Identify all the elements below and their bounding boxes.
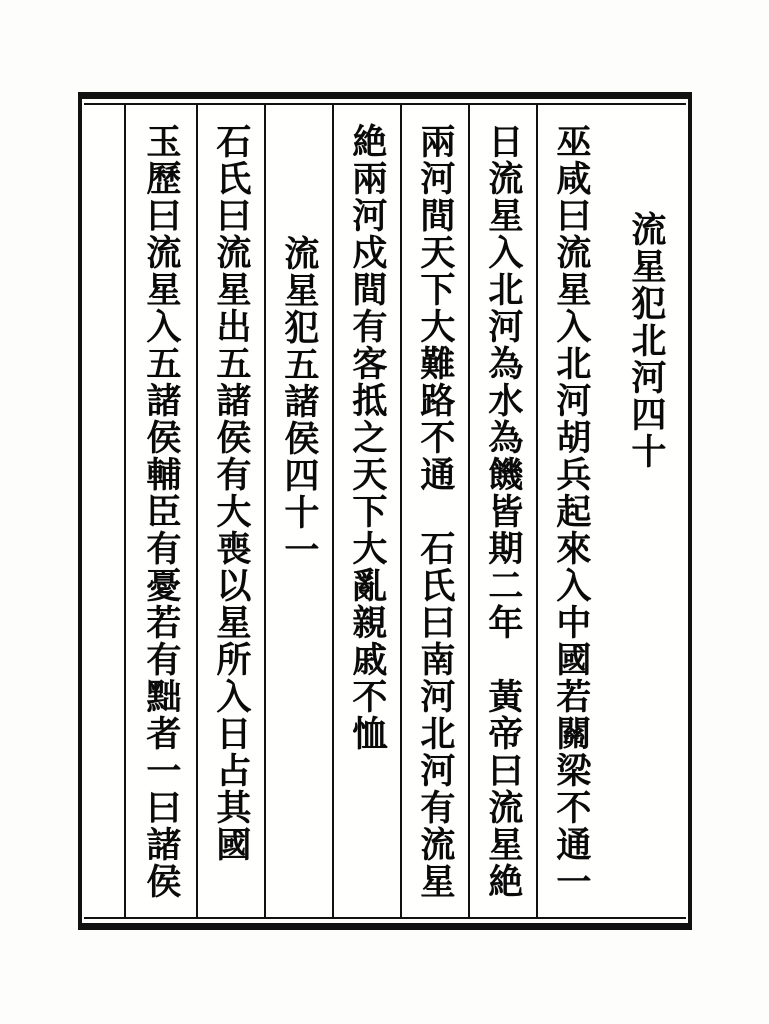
column-text: 流星犯北河四十 xyxy=(625,211,667,470)
text-frame xyxy=(78,92,692,930)
column-text: 日流星入北河為水為饑皆期二年 黃帝曰流星絶 xyxy=(482,123,524,900)
column-text: 流星犯五諸侯四十一 xyxy=(278,235,320,568)
text-column-1 xyxy=(604,105,688,917)
text-column-6 xyxy=(264,105,332,917)
column-text: 絶兩河戍間有客抵之天下大亂親戚不恤 xyxy=(346,123,388,752)
column-text: 玉歷曰流星入五諸侯輔臣有憂若有黜者一曰諸侯 xyxy=(140,123,182,900)
text-column-4 xyxy=(400,105,468,917)
text-columns xyxy=(82,105,688,917)
text-column-8 xyxy=(124,105,196,917)
text-column-7 xyxy=(196,105,264,917)
column-text: 石氏曰流星出五諸侯有大喪以星所入日占其國 xyxy=(210,123,252,863)
column-text: 巫咸曰流星入北河胡兵起來入中國若關梁不通一 xyxy=(550,123,592,900)
column-text: 兩河間天下大難路不通 石氏曰南河北河有流星 xyxy=(414,123,456,900)
text-column-5 xyxy=(332,105,400,917)
text-column-3 xyxy=(468,105,536,917)
text-column-2 xyxy=(536,105,604,917)
